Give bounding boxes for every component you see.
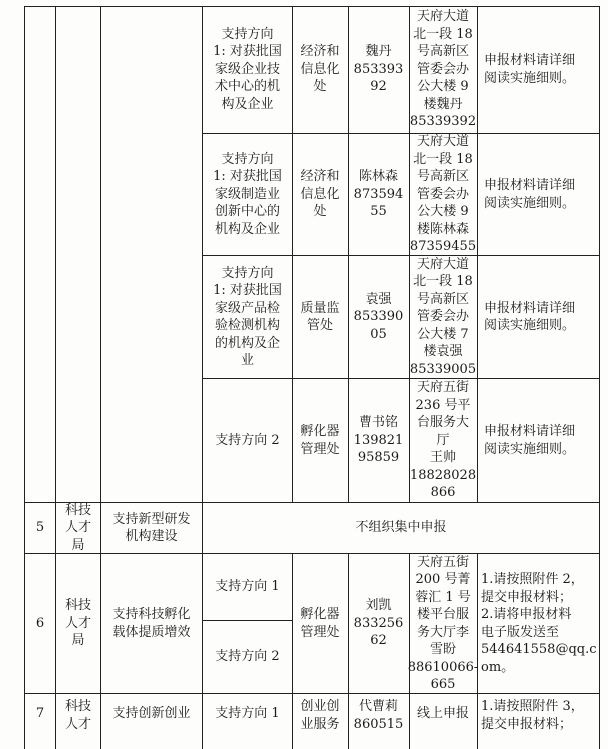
row-number: 5	[35, 520, 45, 536]
bureau-cell	[56, 503, 100, 553]
contact-text: 陈林森 873594 55	[353, 169, 404, 220]
address-text: 天府大道 北一段 18 号高新区 管委会办 公大楼 9 楼魏丹 85339392	[409, 9, 477, 130]
note-cell	[484, 256, 597, 378]
address-text: 天府大道 北一段 18 号高新区 管委会办 公大楼 7 楼袁强 85339005	[409, 256, 477, 377]
department-cell	[294, 694, 346, 749]
support-direction-text: 支持方向 1	[215, 706, 280, 722]
col-divider	[292, 6, 293, 502]
support-direction-cell	[205, 256, 290, 378]
contact-text: 代曹莉 860515	[353, 699, 404, 732]
item-cell	[101, 694, 202, 734]
department-cell	[294, 554, 346, 693]
bureau-text: 科技 人才	[64, 699, 91, 732]
department-text: 经济和 信息化 处	[300, 44, 340, 95]
bureau-text: 科技 人才 局	[64, 502, 91, 553]
department-text: 质量监 管处	[300, 300, 340, 333]
note-text: 申报材料请详细 阅读实施细则。	[484, 53, 576, 86]
support-direction-cell	[205, 134, 290, 255]
support-direction-text: 支持方向 2	[215, 649, 280, 665]
bureau-text: 科技 人才 局	[64, 598, 91, 649]
support-direction-text: 支持方向 1	[215, 579, 280, 595]
contact-cell	[350, 379, 407, 502]
department-text: 经济和 信息化 处	[300, 169, 340, 220]
address-text: 天府五街 236 号平 台服务大 厅 王帅 18828028 866	[409, 380, 477, 501]
contact-cell	[350, 694, 407, 749]
item-text: 支持创新创业	[112, 706, 191, 722]
col-divider	[599, 6, 600, 749]
department-cell	[294, 6, 346, 133]
address-cell	[411, 694, 475, 734]
support-direction-text: 支持方向 1: 对获批国 家级制造业 创新中心的 机构及企业	[213, 151, 282, 237]
row-number-cell	[25, 694, 55, 734]
department-cell	[294, 379, 346, 502]
support-direction-text: 支持方向 1: 对获批国 家级产品检 验检测机构 的机构及企 业	[213, 265, 282, 368]
contact-cell	[350, 6, 407, 133]
note-cell	[484, 134, 597, 255]
contact-text: 刘凯 833256 62	[353, 598, 404, 649]
bureau-cell	[56, 554, 100, 693]
address-cell	[411, 134, 475, 255]
item-cell	[101, 503, 202, 553]
row-number: 7	[35, 706, 45, 722]
department-text: 孵化器 管理处	[300, 607, 340, 640]
support-direction-cell	[205, 554, 290, 620]
address-text: 天府五街 200 号菁 蓉汇 1 号 楼平台服 务大厅李 雪盼 88610066- 665	[407, 554, 479, 692]
contact-text: 袁强 853390 05	[353, 291, 404, 342]
note-text: 1.请按照附件 3， 提交申报材料；	[481, 699, 584, 732]
note-cell	[484, 6, 597, 133]
note-text: 申报材料请详细 阅读实施细则。	[484, 424, 576, 457]
department-text: 创业创 业服务	[300, 699, 340, 732]
address-cell	[411, 379, 475, 502]
support-direction-cell	[205, 379, 290, 502]
col-divider	[348, 6, 349, 502]
contact-cell	[350, 134, 407, 255]
support-direction-text: 支持方向 1: 对获批国 家级企业技 术中心的机 构及企业	[213, 26, 282, 112]
contact-text: 魏丹 853393 92	[353, 44, 404, 95]
note-cell	[481, 694, 598, 749]
support-direction-cell	[205, 621, 290, 693]
merged-note-cell	[203, 503, 599, 553]
col-divider	[292, 553, 293, 749]
address-cell	[407, 554, 479, 693]
department-cell	[294, 256, 346, 378]
support-direction-cell	[205, 6, 290, 133]
contact-cell	[350, 554, 407, 693]
support-direction-cell	[205, 694, 290, 734]
col-divider	[477, 6, 478, 502]
item-cell	[101, 554, 202, 693]
item-text: 支持新型研发 机构建设	[112, 511, 191, 544]
department-text: 孵化器 管理处	[300, 424, 340, 457]
address-cell	[411, 6, 475, 133]
support-direction-text: 支持方向 2	[215, 432, 280, 448]
bureau-cell	[56, 694, 100, 749]
note-cell	[484, 379, 597, 502]
note-text: 1.请按照附件 2， 提交申报材料； 2.请将申报材料 电子版发送至 544641558@qq.c om。	[481, 572, 597, 675]
merged-note-text: 不组织集中申报	[355, 520, 447, 536]
col-divider	[348, 553, 349, 749]
address-text: 线上申报	[416, 706, 469, 722]
row-number-cell	[25, 554, 55, 693]
department-cell	[294, 134, 346, 255]
col-divider	[202, 6, 203, 749]
row-number: 6	[35, 615, 45, 631]
note-text: 申报材料请详细 阅读实施细则。	[484, 300, 576, 333]
row-number-cell	[25, 503, 55, 553]
contact-cell	[350, 256, 407, 378]
address-cell	[411, 256, 475, 378]
contact-text: 曹书铭 139821 95859	[353, 415, 404, 466]
item-text: 支持科技孵化 载体提质增效	[112, 607, 191, 640]
address-text: 天府大道 北一段 18 号高新区 管委会办 公大楼 9 楼陈林森 87359455	[409, 134, 477, 255]
note-text: 申报材料请详细 阅读实施细则。	[484, 178, 576, 211]
note-cell	[481, 554, 598, 693]
